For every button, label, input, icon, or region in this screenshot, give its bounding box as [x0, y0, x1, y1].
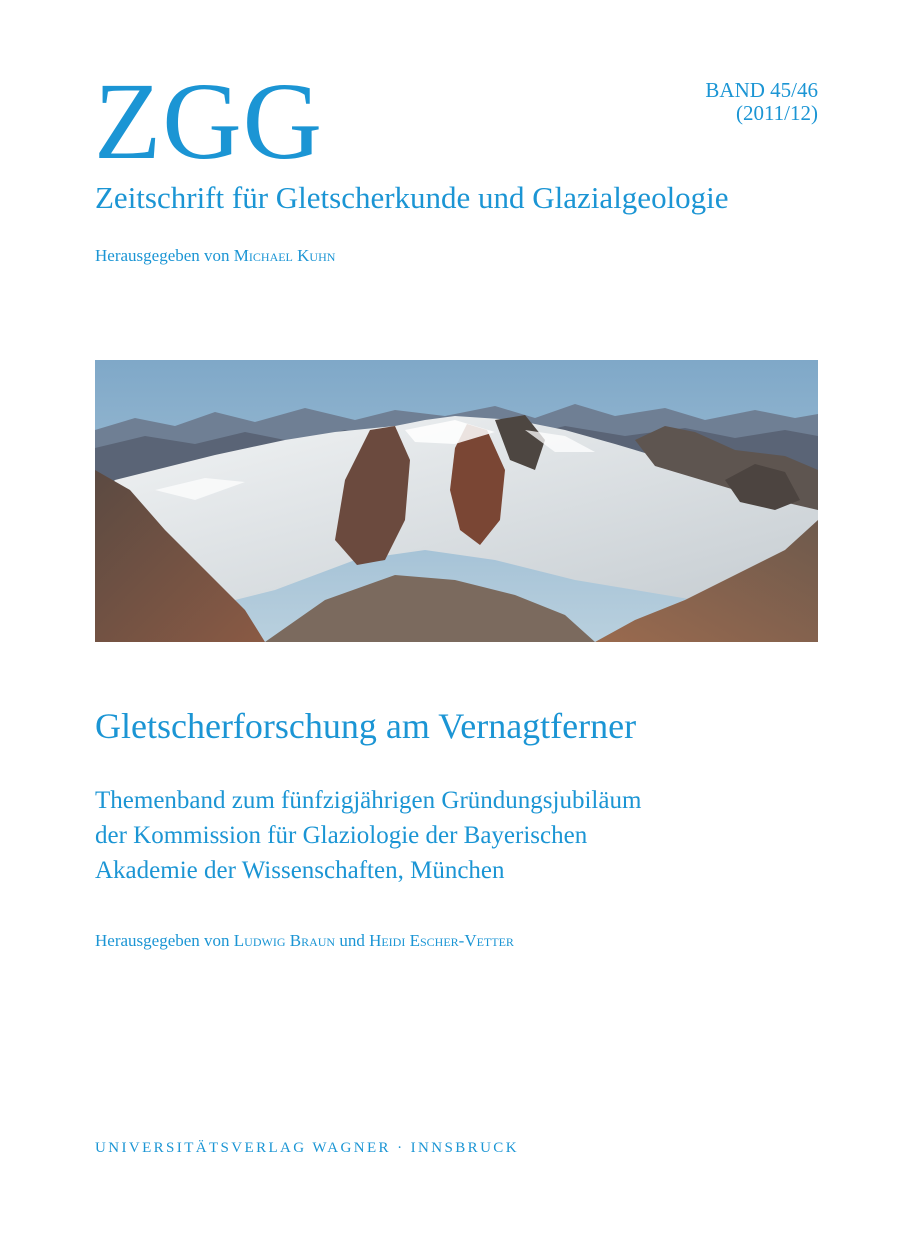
journal-title: Zeitschrift für Gletscherkunde und Glazialgeologie [95, 180, 729, 215]
theme-subtitle [95, 783, 641, 888]
journal-logo: ZGG [94, 60, 324, 182]
publisher-line: UNIVERSITÄTSVERLAG WAGNER · INNSBRUCK [95, 1140, 519, 1156]
theme-title: Gletscherforschung am Vernagtferner [95, 706, 637, 746]
subtitle-line: der Kommission für Glaziologie der Bayerischen [95, 822, 588, 849]
volume-editor-2: Heidi Escher-Vetter [369, 931, 514, 950]
volume-years: (2011/12) [735, 101, 818, 125]
volume-number: BAND 45/46 [705, 78, 818, 102]
subtitle-line: Themenband zum fünfzigjährigen Gründungsjubiläum [95, 787, 642, 814]
volume-editor-1: Ludwig Braun [233, 931, 336, 950]
journal-editor-line [95, 246, 335, 266]
subtitle-line: Akademie der Wissenschaften, München [95, 857, 505, 884]
journal-editor-name: Michael Kuhn [233, 246, 336, 265]
volume-editors-conjunction: und [339, 931, 365, 950]
volume-editors-line [95, 931, 514, 951]
cover-photo [95, 360, 818, 642]
journal-editor-prefix: Herausgegeben von [95, 246, 230, 265]
volume-info [705, 79, 818, 125]
glacier-photo-icon [95, 360, 818, 642]
volume-editors-prefix: Herausgegeben von [95, 931, 230, 950]
